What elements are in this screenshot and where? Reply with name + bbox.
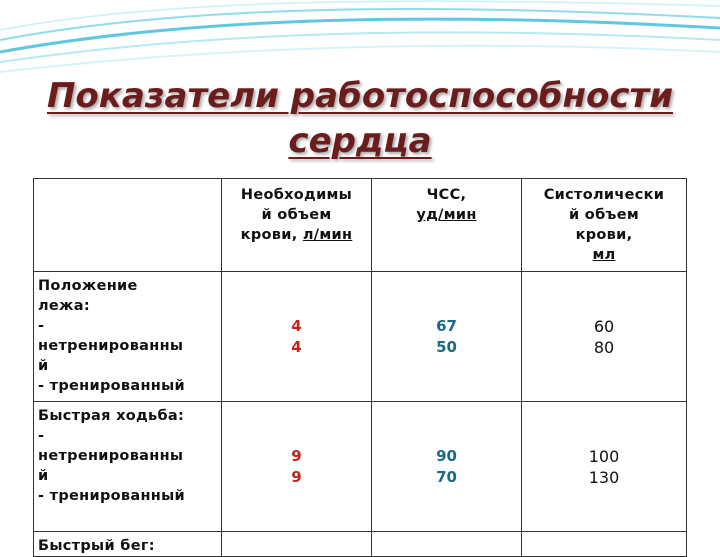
header-stroke-volume: Систолически й объем крови, мл [522,179,687,272]
title-line-1: Показатели работоспособности [46,76,674,116]
page-title [0,74,720,164]
heart-performance-table [33,178,687,557]
header-blood-volume: Необходимы й объем крови, л/мин [222,179,372,272]
title-line-2: сердца [288,121,432,161]
stroke-volume-cell: 60 80 [522,272,687,402]
row-label-fast-run: Быстрый бег: [34,532,222,557]
table-row [34,402,687,532]
row-label-fast-walk: Быстрая ходьба: - нетренированны й - тренированный [34,402,222,532]
wave-decoration [0,0,720,80]
table-row [34,272,687,402]
table-row-partial [34,532,687,557]
blood-volume-cell: 9 9 [222,402,372,532]
header-heart-rate: ЧСС, уд/мин [372,179,522,272]
header-empty-cell [34,179,222,272]
blood-volume-cell: 4 4 [222,272,372,402]
heart-rate-cell: 67 50 [372,272,522,402]
row-label-lying: Положение лежа: - нетренированны й - тренированный [34,272,222,402]
stroke-volume-cell: 100 130 [522,402,687,532]
header-row [34,179,687,272]
heart-rate-cell: 90 70 [372,402,522,532]
